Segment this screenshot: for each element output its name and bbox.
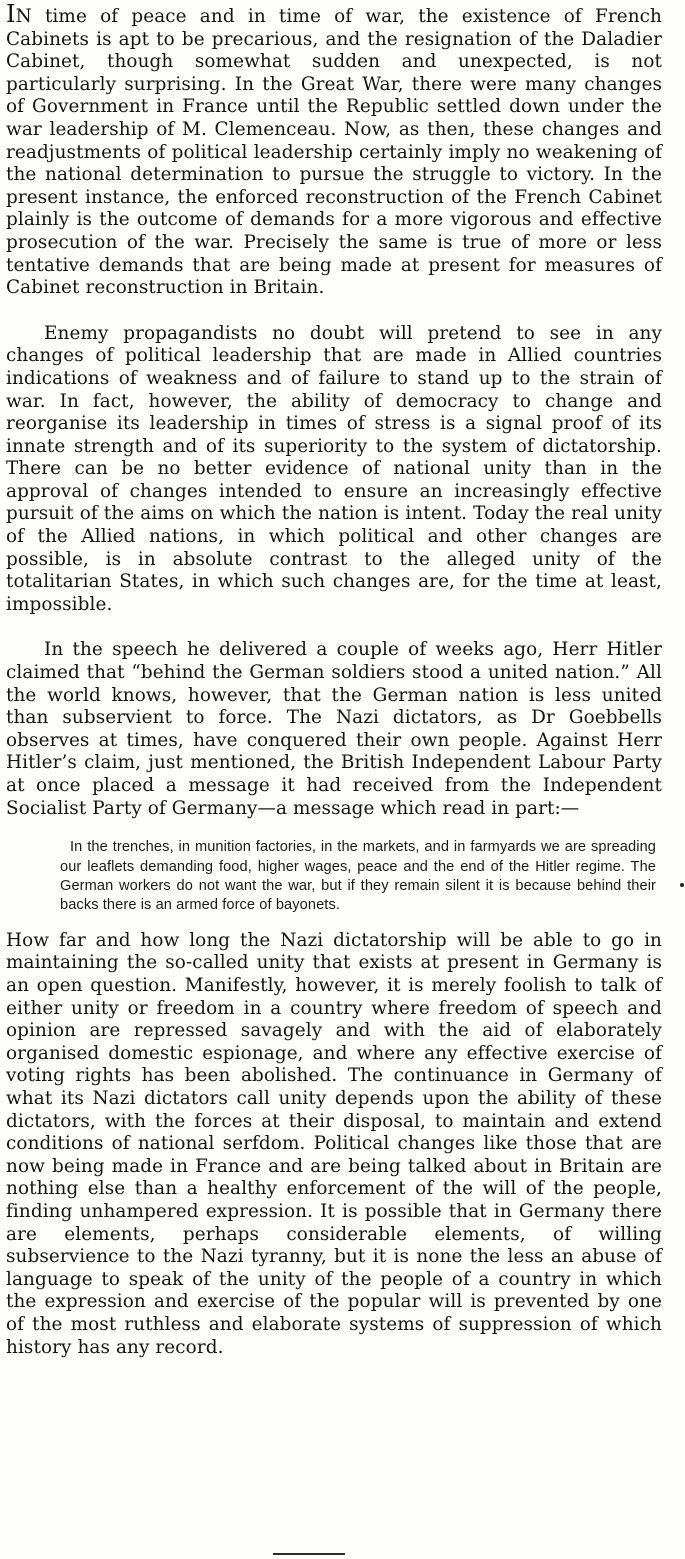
paragraph-1 bbox=[6, 0, 662, 300]
paragraph-2: Enemy propagandists no doubt will pretend to see in any changes of political leadership that are made in Allied countries indications of weakness and of failure to stand up to the strain of war. In fact, however, the ability of democracy to change and reorganise its leadership in times of stress is a signal proof of its innate strength and of its superiority to the system of dictatorship. There can be no better evidence of national unity than in the approval of changes intended to ensure an increasingly effective pursuit of the aims on which the nation is intent. Today the real unity of the Allied nations, in which political and other changes are possible, is in absolute contrast to the alleged unity of the totalitarian States, in which such changes are, for the time at least, impossible. bbox=[6, 322, 662, 615]
block-quote: In the trenches, in munition factories, in the markets, and in farmyards we are spreading our leaflets demanding food, higher wages, peace and the end of the Hitler regime. The German workers do not want the war, but if they remain silent it is because behind their backs there is an armed force of bayonets. bbox=[60, 839, 656, 914]
paragraph-4: How far and how long the Nazi dictatorship will be able to go in maintaining the so-called unity that exists at present in Germany is an open question. Manifestly, however, it is merely foolish to talk of either unity or freedom in a country where freedom of speech and opinion are repressed savagely and with the aid of elaborately organised domestic espionage, and where any effective exercise of voting rights has been abolished. The continuance in Germany of what its Nazi dictators call unity depends upon the ability of these dictators, with the forces at their disposal, to maintain and extend conditions of national serfdom. Political changes like those that are now being made in France and are being talked about in Britain are nothing else than a healthy enforcement of the will of the people, finding unhampered expression. It is possible that in Germany there are elements, perhaps considerable elements, of willing subservience to the Nazi tyranny, but it is none the less an abuse of language to speak of the unity of the people of a country in which the expression and exercise of the popular will is prevented by one of the most ruthless and elaborate systems of suppression of which history has any record. bbox=[6, 929, 662, 1358]
paragraph-3: In the speech he delivered a couple of weeks ago, Herr Hitler claimed that “behind the German soldiers stood a united nation.” All the world knows, however, that the German nation is less united than subservient to force. The Nazi dictators, as Dr Goebbells observes at times, have conquered their own people. Against Herr Hitler’s claim, just mentioned, the British Independent Labour Party at once placed a message it had received from the Independent Socialist Party of Germany—a message which read in part:— bbox=[6, 639, 662, 819]
paragraph-1-text: N time of peace and in time of war, the existence of French Cabinets is apt to be precarious, and the resignation of the Daladier Cabinet, though somewhat sudden and unexpected, is not particularly surprising. In the Great War, there were many changes of Government in France until the Republic settled down under the war leadership of M. Clemenceau. Now, as then, these changes and readjustments of political leadership certainly imply no weakening of the national determination to pursue the struggle to victory. In the present instance, the enforced reconstruction of the French Cabinet plainly is the outcome of demands for a more vigorous and effective prosecution of the war. Precisely the same is true of more or less tentative demands that are being made at present for measures of Cabinet reconstruction in Britain. bbox=[6, 6, 662, 299]
margin-dot bbox=[680, 883, 684, 887]
initial-letter: I bbox=[6, 0, 16, 28]
end-rule bbox=[273, 1553, 345, 1555]
editorial-column bbox=[6, 0, 662, 1359]
